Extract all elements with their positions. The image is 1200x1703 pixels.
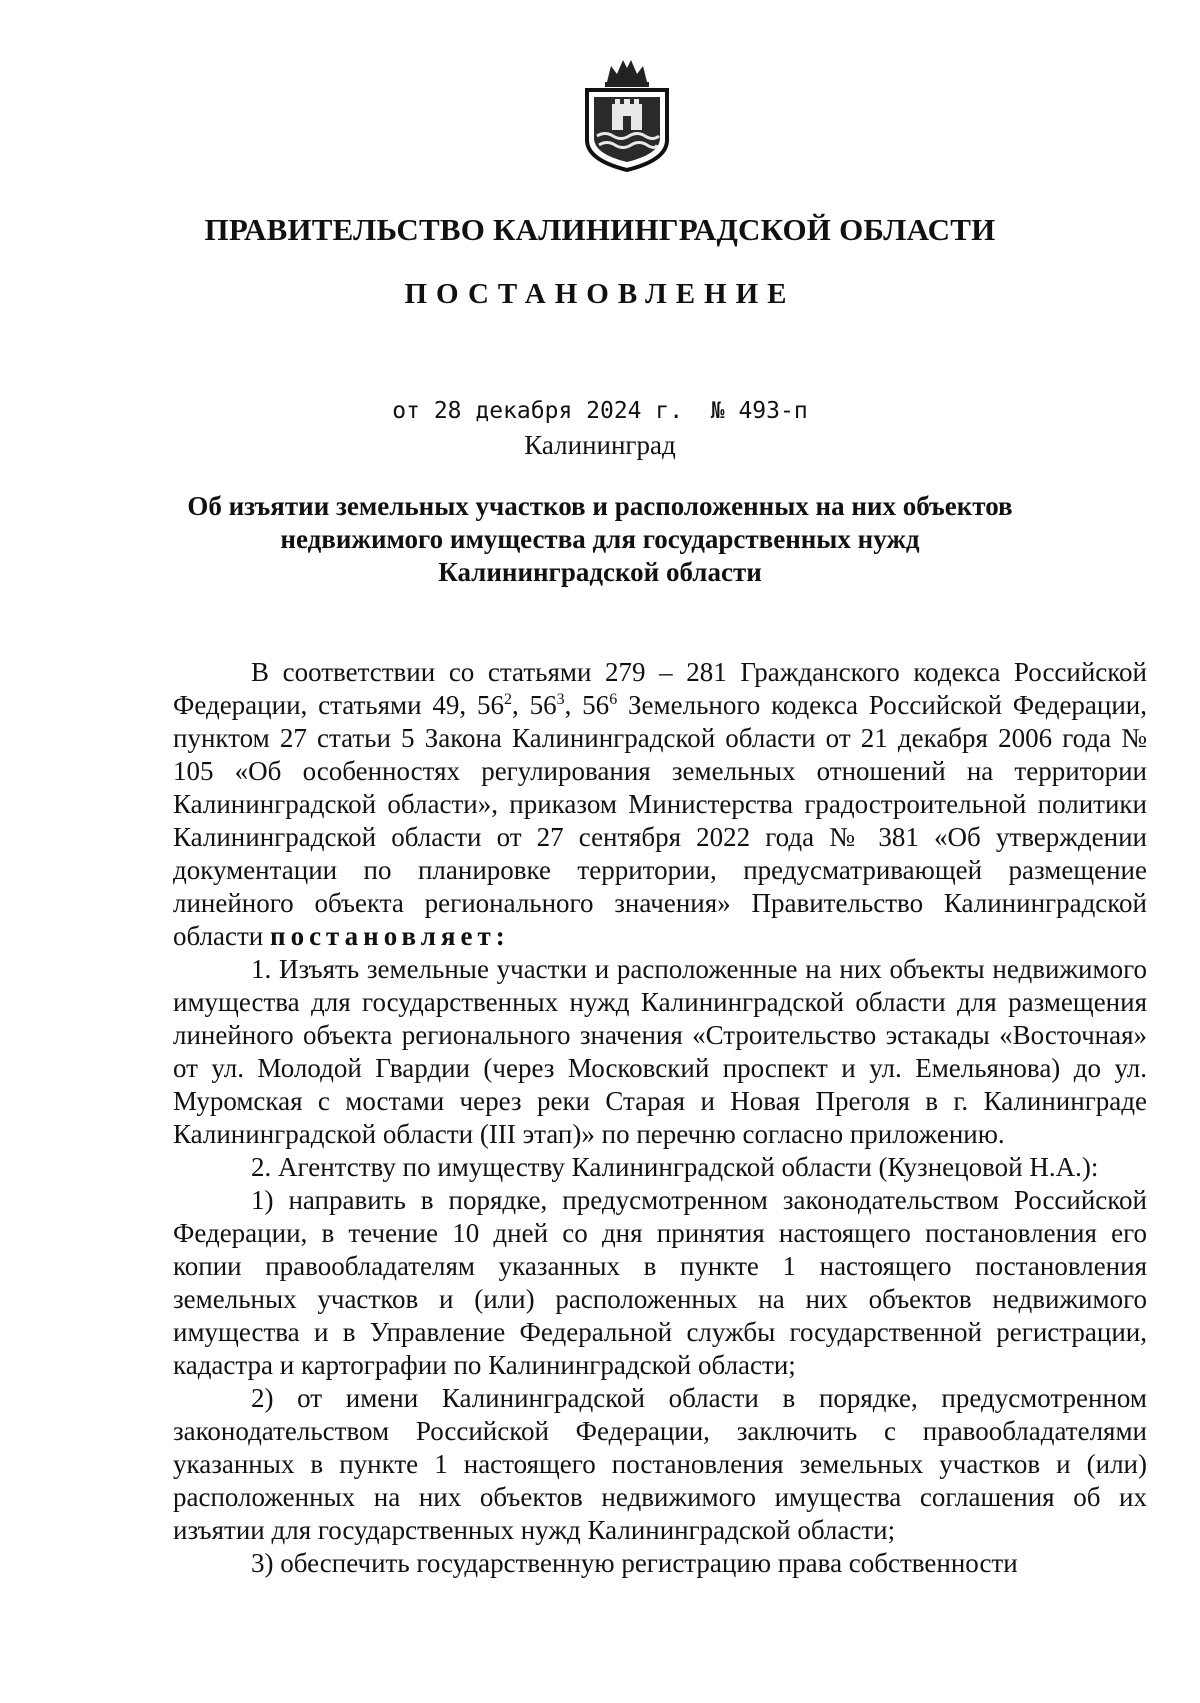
date-number-text: от 28 декабря 2024 г. № 493-п bbox=[392, 398, 808, 424]
date-and-number bbox=[0, 398, 1200, 424]
preamble-text: В соответствии со статьями 279 – 281 Гражданского кодекса Российской Федерации, статьями 49, 56 bbox=[173, 657, 1147, 720]
decree-word: постановляет: bbox=[270, 921, 510, 951]
subitem-paragraph: 3) обеспечить государственную регистрацию права собственности bbox=[251, 1548, 1018, 1578]
subject-line: недвижимого имущества для государственных нужд bbox=[280, 524, 920, 554]
superscript: 2 bbox=[504, 691, 512, 708]
organization-heading: ПРАВИТЕЛЬСТВО КАЛИНИНГРАДСКОЙ ОБЛАСТИ bbox=[204, 212, 996, 247]
subject-line: Об изъятии земельных участков и расположенных на них объектов bbox=[187, 491, 1013, 521]
item-paragraph: 1. Изъять земельные участки и расположенные на них объекты недвижимого имущества для государственных нужд Калининградской области для размещения линейного объекта регионального значения «Строительство эстакады «Восточная» от ул. Молодой Гвардии (через Московский проспект и ул. Емельянова) до ул. Муромская с мостами через реки Старая и Новая Преголя в г. Калининграде Калининградской области (III этап)» по перечню согласно приложению. bbox=[173, 954, 1147, 1149]
coat-of-arms-icon bbox=[577, 52, 677, 174]
document-type-title: ПОСТАНОВЛЕНИЕ bbox=[404, 278, 796, 310]
preamble-text: , 56 bbox=[512, 690, 557, 720]
preamble-text: Земельного кодекса Российской Федерации, пунктом 27 статьи 5 Закона Калининградской области от 21 декабря 2006 года № 105 «Об особенностях регулирования земельных отношений на территории Калининградской области», приказом Министерства градостроительной политики Калининградской области от 27 сентября 2022 года № 381 «Об утверждении документации по планировке территории, предусматривающей размещение линейного объекта регионального значения» Правительство Калининградской области bbox=[173, 690, 1148, 951]
subject-line: Калининградской области bbox=[438, 557, 762, 587]
city-name: Калининград bbox=[524, 430, 676, 460]
subitem-paragraph: 1) направить в порядке, предусмотренном законодательством Российской Федерации, в течение 10 дней со дня принятия настоящего постановления его копии правообладателям указанных в пункте 1 настоящего постановления земельных участков и (или) расположенных на них объектов недвижимого имущества и в Управление Федеральной службы государственной регистрации, кадастра и картографии по Калининградской области; bbox=[173, 1185, 1147, 1380]
superscript: 6 bbox=[609, 691, 618, 708]
preamble-paragraph bbox=[173, 656, 1147, 953]
preamble-text: , 56 bbox=[564, 690, 610, 720]
subitem-paragraph: 2) от имени Калининградской области в порядке, предусмотренном законодательством Российской Федерации, заключить с правообладателями указанных в пункте 1 настоящего постановления земельных участков и (или) расположенных на них объектов недвижимого имущества соглашения об их изъятии для государственных нужд Калининградской области; bbox=[173, 1383, 1147, 1545]
subject-heading bbox=[0, 490, 1200, 589]
document-body bbox=[173, 656, 1147, 1580]
superscript: 3 bbox=[556, 691, 565, 708]
item-paragraph: 2. Агентству по имуществу Калининградской области (Кузнецовой Н.А.): bbox=[251, 1152, 1099, 1182]
